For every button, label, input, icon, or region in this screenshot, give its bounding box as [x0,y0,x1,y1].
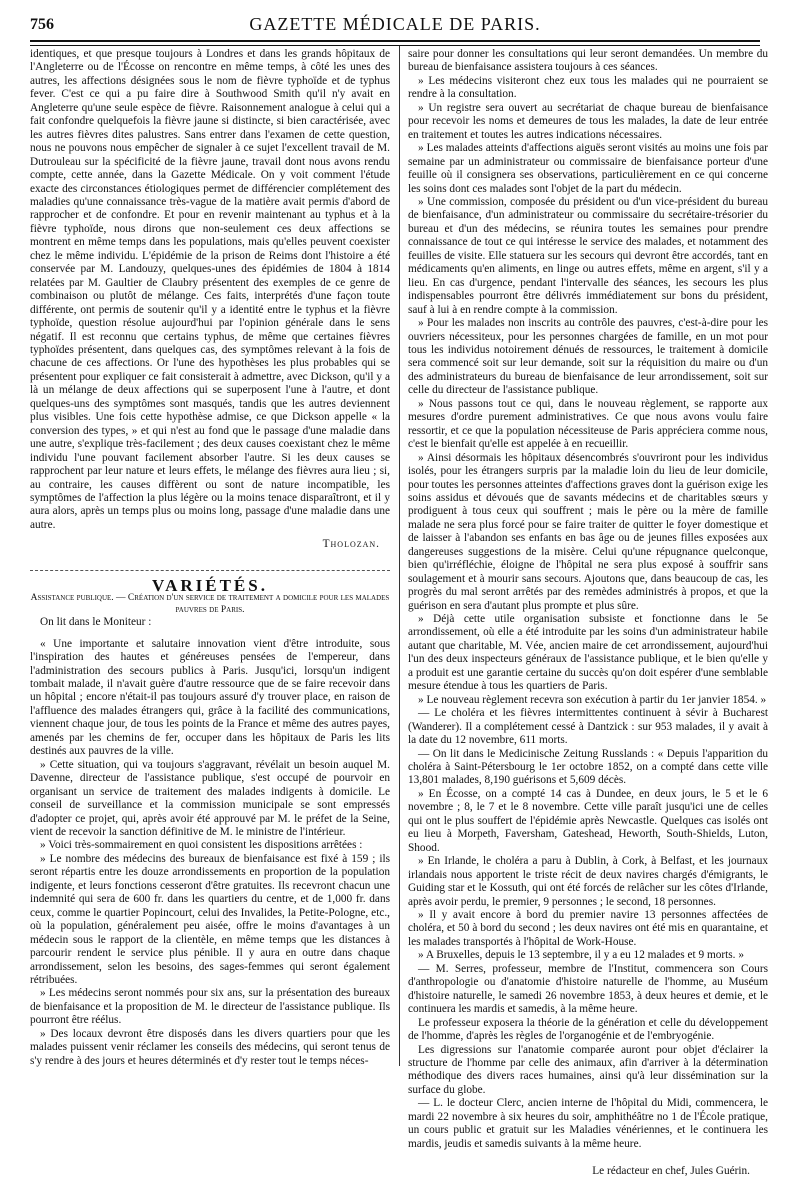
page-number: 756 [30,16,54,33]
section-separator [30,560,390,571]
article-paragraph: » Les malades atteints d'affections aiguës seront visités au moins une fois par semaine par un administrateur ou commissaire de bienfaisance porteur d'une feuille où il consignera ses observations, particulièrement en ce qui concerne les soins dont ces malades sont l'objet de la part du médecin. [408,142,768,195]
article-paragraph: saire pour donner les consultations qui leur seront demandées. Un membre du bureau de bienfaisance assistera toujours à ces séances. [408,48,768,74]
left-column [30,48,390,1068]
article-paragraph: identiques, et que presque toujours à Londres et dans les grands hôpitaux de l'Angleterre ou de l'Écosse on rencontre en même temps, à côté les unes des autres, les affections désignées sous le nom de fièvre typhoïde et de typhus fever. C'est ce qui a pu faire dire à Southwood Smith qu'il n'y avait en Angleterre qu'une seule espèce de fièvre. Raisonnement analogue à celui qui a fait confondre quelquefois la fièvre jaune si distincte, si bien caractérisée, avec les autres fièvres dites palustres. Sans entrer dans l'examen de cette question, nous ne pouvons nous empêcher de signaler à ce sujet l'excellent travail de M. Dutrouleau sur la spécificité de la fièvre jaune, travail dont nous avons rendu compte, cette année, dans la Gazette Médicale. On y voit comment l'étude exacte des circonstances étiologiques permet de différencier complétement des maladies qu'une connaissance très-vague de la matière avait permis d'abord de rapprocher et de confondre. Et pour en revenir maintenant au typhus et à la fièvre typhoïde, nous dirons que non-seulement ces deux affections se montrent en même temps dans les populations, mais qu'elles peuvent coexister chez le même individu. L'épidémie de la prison de Reims dont l'histoire a été conservée par M. Landouzy, quelques-unes des épidémies de 1804 à 1814 relatées par M. Gaultier de Claubry présentent des exemples de ce genre de combinaison ou plutôt de mélange. Ces faits, interprétés d'une façon toute différente, ont permis de soutenir qu'il y a identité entre le typhus et la fièvre typhoïde, question résolue aujourd'hui par l'opinion générale dans le sens négatif. Il est reconnu que certains typhus, de même que certaines fièvres typhoïdes présentent, dans quelques cas, des symptômes relevant à la fois de chacune de ces affections. Or l'une des hypothèses les plus probables qui se présentent pour expliquer ce fait consisterait à admettre, avec Dickson, qu'il y a là un mélange de deux affections qui se superposent l'une à l'autre, et dont quelques-uns des symptômes sont masqués, tandis que les autres deviennent plus visibles. Une fois cette hypothèse admise, ce que Dickson appelle « la conversion des types, » et qui n'est au fond que le passage d'une maladie dans une autre, s'explique très-facilement ; des deux causes coexistant chez le même individu l'une pouvant facilement absorber l'autre. Si les deux causes se rapprochent par leur nature et leurs effets, le mélange des fièvres aura lieu ; si, au contraire, les causes diffèrent ou sont de nature incompatible, les symptômes de l'affection la plus légère ou la moins tenace disparaîtront, et il y aura alors, après un temps plus ou moins long, passage d'une maladie dans une autre. [30,48,390,531]
section-subtitle: Assistance publique. — Création d'un service de traitement a domicile pour les malades pauvres de Paris. [30,593,390,616]
article-paragraph: » Il y avait encore à bord du premier navire 13 personnes affectées de choléra, et 50 à bord du second ; les deux navires ont été mis en quarantaine, et les malades transportés à l'hôpital de Work-House. [408,909,768,948]
article-paragraph: » Le nouveau règlement recevra son exécution à partir du 1er janvier 1854. » [418,693,767,706]
article-paragraph: Le professeur exposera la théorie de la génération et celle du développement de l'homme, d'après les règles de l'organogénie et de l'embryogénie. [408,1016,768,1043]
article-paragraph: Les digressions sur l'anatomie comparée auront pour objet d'éclairer la structure de l'homme par celle des animaux, afin d'arriver à la détermination méthodique des divers races humaines, ainsi qu'à leur dissémination sur la surface du globe. [408,1043,768,1096]
article-paragraph: » Des locaux devront être disposés dans les divers quartiers pour que les malades puissent venir réclamer les conseils des médecins, qui seront tenus de s'y rendre à des jours et heures déterminés et d'y rester tout le temps néces- [30,1027,390,1067]
article-paragraph: » En Écosse, on a compté 14 cas à Dundee, en deux jours, le 5 et le 6 novembre ; 8, le 7 et le 8 novembre. Cette ville paraît jusqu'ici une de celles qui ont le plus souffert de l'épidémie après Newcastle. Quelques cas isolés ont eu lieu à Morpeth, Faversham, Gateshead, Heworth, South-Shields, Luton, Shood. [408,787,768,854]
article-paragraph: » Cette situation, qui va toujours s'aggravant, révélait un besoin auquel M. Davenne, directeur de l'assistance publique, s'est occupé de pourvoir en organisant un service de traitement des malades indigents à domicile. Le conseil de surveillance et la commission municipale se sont empressés d'adopter ce projet, qui, après avoir été approuvé par M. le préfet de la Seine, vient de recevoir la sanction définitive de M. le ministre de l'intérieur. [30,758,390,839]
article-paragraph: » Le nombre des médecins des bureaux de bienfaisance est fixé à 159 ; ils seront répartis entre les douze arrondissements en proportion de la population indigente, et leurs fonctions cesseront d'être gratuites. Ils recevront chacun une indemnité qui sera de 600 fr. dans les quartiers du centre, et de 1,000 fr. dans ceux, comme le quartier Popincourt, celui des Invalides, la Petite-Pologne, etc., où la population, généralement peu aisée, offre le moins d'avantages à un médecin sous le rapport de la clientèle, en même temps que les distances à parcourir rendent le service plus pénible. Il y aura en outre dans chaque arrondissement, selon les besoins, des sages-femmes qui seront également rétribuées. [30,852,390,986]
article-paragraph: » Une commission, composée du président ou d'un vice-président du bureau de bienfaisance, d'un administrateur ou commissaire du secrétaire-trésorier du bureau et d'un des médecins, se réunira toutes les semaines pour prendre connaissance de tout ce qui intéresse le service des malades, et notamment des feuilles de visite. Elle statuera sur les secours qui devront être accordés, tant en médicaments qu'en aliments, en linge ou autres effets, même en argent, s'il y a lieu. En cas d'urgence, pendant l'intervalle des séances, les secours les plus indispensables pourront être délivrés immédiatement sur bons du président, sauf à lui à en rendre compte à la commission. [408,195,768,316]
article-paragraph: » Ainsi désormais les hôpitaux désencombrés s'ouvriront pour les individus isolés, pour les étrangers surpris par la maladie loin du lieu de leur domicile, pour toutes les personnes atteintes d'affections graves dont la guérison exige les soins assidus et dévoués que de savants médecins et de charitables sœurs y prodiguent à tous ceux qui souffrent ; mais le père ou la mère de famille malade ne sera plus forcé pour se faire traiter de quitter le foyer domestique et de laisser à l'abandon ses enfants en bas âge ou de jeunes filles exposées aux dangereuses suggestions de la misère. Celui qu'une répugnance quelconque, bien qu'irréfléchie, éloigne de l'hôpital ne sera plus exposé à souffrir sans soulagement et à mourir sans secours. Ajoutons que, dans beaucoup de cas, les progrès du mal seront arrêtés par des remèdes administrés à propos, et que la guérison en sera d'autant plus prompte et plus sûre. [408,451,768,612]
article-paragraph: » Nous passons tout ce qui, dans le nouveau règlement, se rapporte aux mesures d'ordre purement administratives. Ce que nous avons voulu faire ressortir, et ce que la population nécessiteuse de Paris appréciera comme nous, c'est le bienfait qu'elle est appelée à en recueillir. [408,397,768,451]
header-rule [30,40,760,46]
article-paragraph: » Pour les malades non inscrits au contrôle des pauvres, c'est-à-dire pour les ouvriers nécessiteux, pour les personnes chargées de famille, en un mot pour tous les individus notoirement dénués de ressources, le traitement à domicile sera commencé soit sur leur demande, soit sur la réquisition du maire ou d'un des administrateurs du bureau de bienfaisance de leur arrondissement, soit sur celle du directeur de l'assistance publique. [408,317,768,397]
article-paragraph: — On lit dans le Medicinische Zeitung Russlands : « Depuis l'apparition du choléra à Saint-Pétersbourg le 1er octobre 1852, on a compté dans cette ville 13,801 malades, 8,190 guérisons et 5,609 décès. [408,747,768,787]
author-signature: Tholozan. [322,538,380,551]
article-paragraph: » En Irlande, le choléra a paru à Dublin, à Cork, à Belfast, et les journaux irlandais nous apportent le triste récit de deux navires chargés d'émigrants, le Guiding star et le Kossuth, qui ont été forcés de relâcher sur les côtes d'Irlande, après avoir perdu, le premier, 9 personnes ; le second, 18 personnes. [408,855,768,908]
journal-title: GAZETTE MÉDICALE DE PARIS. [249,14,541,34]
spacer [30,630,390,638]
article-paragraph: » Un registre sera ouvert au secrétariat de chaque bureau de bienfaisance pour recevoir les noms et demeures de tous les malades, la date de leur entrée en traitement et toutes les autres indications nécessaires. [408,101,768,141]
article-paragraph: » Les médecins visiteront chez eux tous les malades qui ne pourraient se rendre à la consultation. [408,74,768,101]
article-paragraph: » A Bruxelles, depuis le 13 septembre, il y a eu 12 malades et 9 morts. » [418,949,744,962]
article-paragraph: » Voici très-sommairement en quoi consistent les dispositions arrêtées : [40,839,363,852]
article-paragraph: « Une importante et salutaire innovation vient d'être introduite, sous l'inspiration des hautes et généreuses pensées de l'empereur, dans l'administration des secours publics à Paris. Jusqu'ici, lorsqu'un indigent tombait malade, il n'avait guère d'autre ressource que de se faire recevoir dans un hôpital ; encore n'était-il pas toujours assuré d'y trouver place, en raison de l'affluence des malades étrangers qui, grâce à la facilité des communications, viennent chaque jour, de tous les points de la France et même des autres payes, amenés par les chemins de fer, occuper dans les hôpitaux de Paris les lits destinés aux pauvres de la ville. [30,637,390,758]
article-paragraph: » Les médecins seront nommés pour six ans, sur la présentation des bureaux de bienfaisance et la proposition de M. le directeur de l'assistance publique. Ils pourront être réélus. [30,987,390,1027]
intro-line: On lit dans le Moniteur : [40,616,152,629]
section-title: VARIÉTÉS. [152,575,268,595]
article-paragraph: — L. le docteur Clerc, ancien interne de l'hôpital du Midi, commencera, le mardi 22 novembre à six heures du soir, amphithéâtre no 1 de l'École pratique, un cours public et gratuit sur les Maladies vénériennes, et le continuera les mardis, jeudis et samedis suivants à la même heure. [408,1097,768,1150]
right-column [408,48,768,1178]
article-paragraph: — Le choléra et les fièvres intermittentes continuent à sévir à Bucharest (Wanderer). Il a complétement cessé à Dantzick : sur 953 malades, il y avait à la date du 12 novembre, 611 morts. [408,707,768,747]
column-divider [399,46,400,1066]
article-paragraph: — M. Serres, professeur, membre de l'Institut, commencera son Cours d'anthropologie ou d'anatomie d'histoire naturelle de l'homme, au Muséum d'histoire naturelle, le samedi 26 novembre 1853, à deux heures et demie, et le continuera les mardis et samedis, à la même heure. [408,962,768,1016]
editor-signature: Le rédacteur en chef, Jules Guérin. [592,1165,750,1178]
article-paragraph: » Déjà cette utile organisation subsiste et fonctionne dans le 5e arrondissement, où elle a été introduite par les soins d'un administrateur habile autant que charitable, M. Vée, ancien maire de cet arrondissement, aujourd'hui l'un des deux inspecteurs généraux de l'assistance publique, et le bien qu'elle y a produit est une garantie certaine du succès qu'on doit espérer d'une semblable mesure étendue à tous les quartiers de Paris. [408,613,768,693]
page-header [30,8,760,38]
